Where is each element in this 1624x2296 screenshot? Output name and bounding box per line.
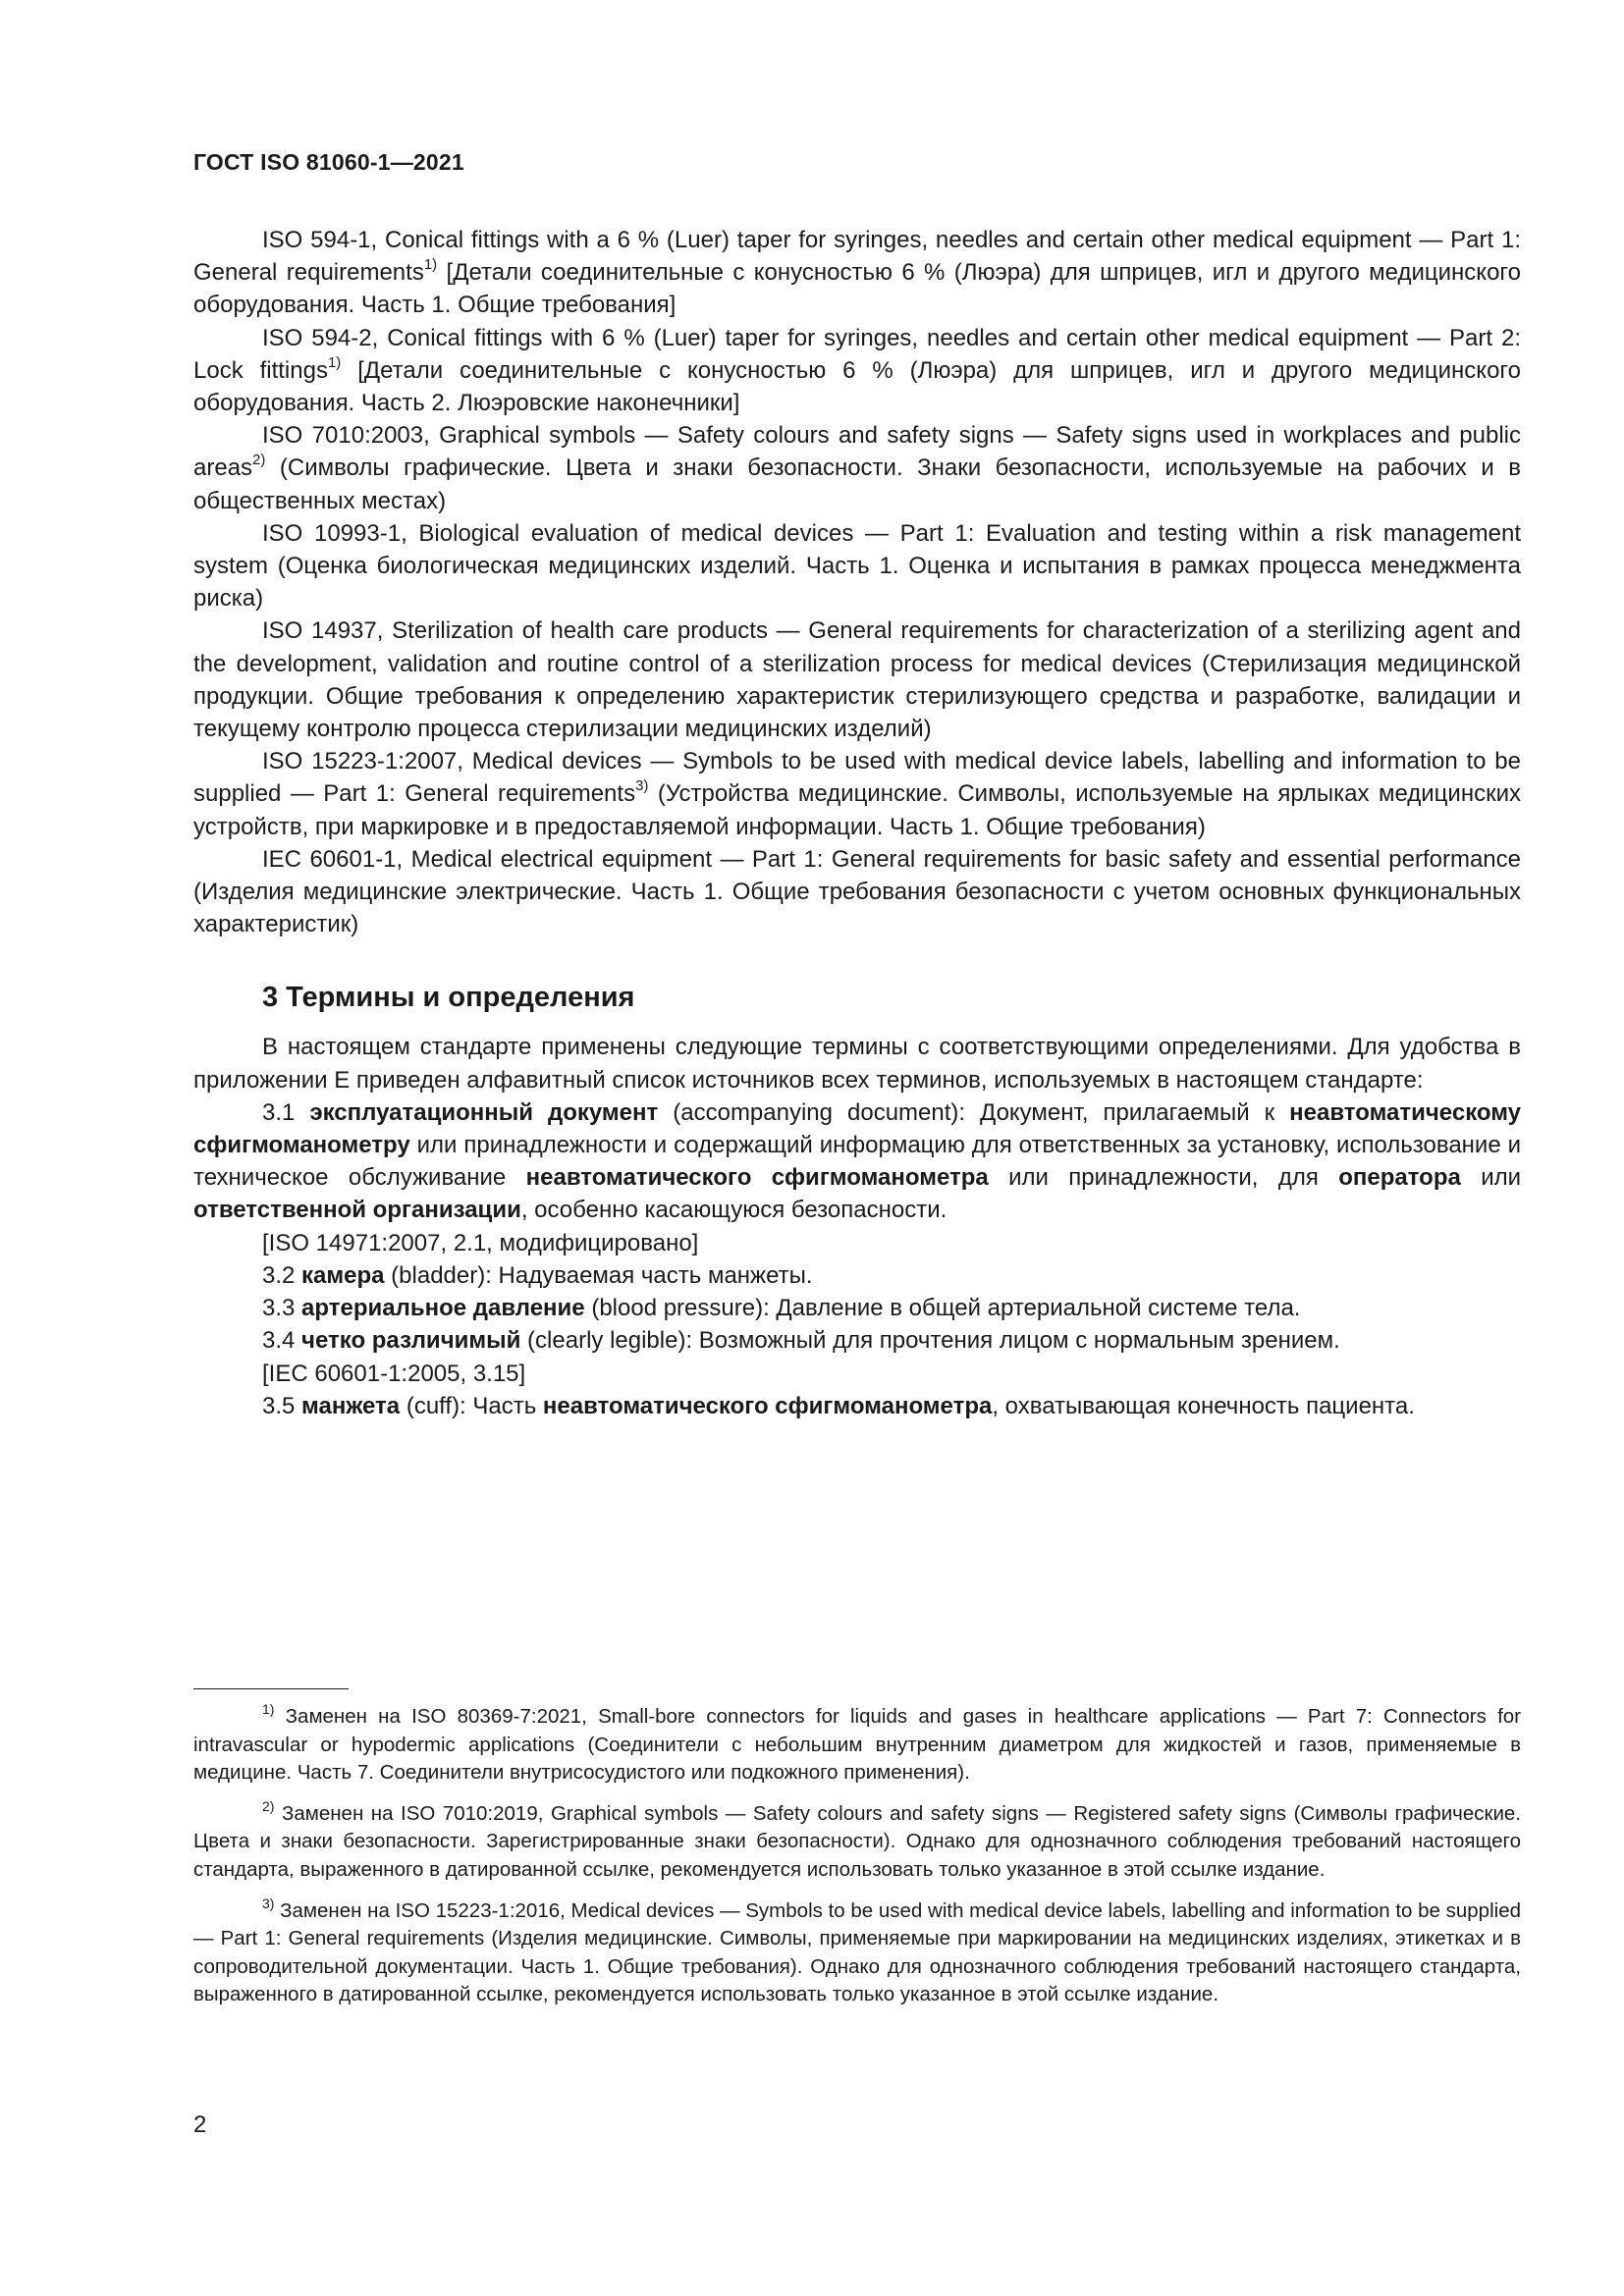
footnote-text: Заменен на ISO 7010:2019, Graphical symbols — Safety colours and safety signs — Registered safety signs (Символы графические. Цвета и знаки безопасности. Зарегистрированные знаки безопасности). Однако для однозначного соблюдения требований настоящего стандарта, выраженного в датированной ссылке, рекомендуется использовать только указанное в этой ссылке издание. [193,1801,1521,1881]
footnote-mark: 1) [262,1701,275,1718]
term-text: или [1460,1164,1522,1192]
term-number: 3.1 [262,1098,310,1126]
term-link: неавтоматическому сфигмоманометру [193,1098,1522,1159]
footnotes [193,1703,1521,2022]
footnote-mark: 3) [262,1895,275,1911]
reference-text: ISO 15223-1:2007, Medical devices — Symbols to be used with medical device labels, labelling and information to be supplied — Part 1: General requirements [193,748,1521,808]
term-entry-3-1 [193,1096,1521,1227]
footnote-mark[interactable]: 1) [423,256,438,274]
reference-translation: (Устройства медицинские. Символы, используемые на ярлыках медицинских устройств, при маркировке и в предоставляемой информации. Часть 1. Общие требования) [193,780,1521,840]
running-title: ГОСТ ISO 81060-1—2021 [193,149,464,175]
reference-entry [193,322,1521,420]
document-body [193,224,1521,1422]
page-number: 2 [193,2111,207,2138]
term-text: (accompanying document): Документ, прилагаемый к [658,1098,1290,1126]
reference-text: ISO 594-2, Conical fittings with 6 % (Luer) taper for syringes, needles and certain other medical equipment — Part 2: Lock fittings [193,324,1521,384]
reference-entry [193,517,1521,615]
footnote-separator [193,1688,349,1689]
term-text: (blood pressure): Давление в общей артериальной системе тела. [584,1295,1301,1322]
term-text: (clearly legible): Возможный для прочтения лицом с нормальным зрением. [520,1327,1340,1355]
term-name: артериальное давление [301,1295,585,1322]
term-name: четко различимый [301,1327,521,1355]
reference-entry [193,745,1521,843]
term-number: 3.4 [262,1327,302,1355]
term-name: камера [301,1261,385,1289]
reference-text: IEC 60601-1, Medical electrical equipment — Part 1: General requirements for basic safety and essential performance (Изделия медицинские электрические. Часть 1. Общие требования безопасности с учетом основных функциональных характеристик) [193,845,1521,938]
footnote-mark[interactable]: 3) [635,777,649,795]
term-entry-3-4 [193,1324,1521,1357]
footnote-text: Заменен на ISO 80369-7:2021, Small-bore connectors for liquids and gases in healthcare applications — Part 7: Connectors for intravascular or hypodermic applications (Соединители с небольшим внутренним диаметром для жидкостей и газов, применяемые в медицине. Часть 7. Соединители внутрисосудистого или подкожного применения). [193,1705,1521,1785]
term-name: эксплуатационный документ [309,1098,659,1126]
term-entry-3-3 [193,1292,1521,1324]
term-source: [ISO 14971:2007, 2.1, модифицировано] [262,1229,699,1256]
footnote [193,1897,1521,2009]
footnote-text: Заменен на ISO 15223-1:2016, Medical devices — Symbols to be used with medical device labels, labelling and information to be supplied — Part 1: General requirements (Изделия медицинские. Символы, применяемые при маркировании на медицинских изделиях, этикетках и в сопроводительной документации. Часть 1. Общие требования). Однако для однозначного соблюдения требований настоящего стандарта, выраженного в датированной ссылке, рекомендуется использовать только указанное в этой ссылке издание. [193,1898,1521,2006]
term-number: 3.3 [262,1295,302,1322]
footnote-mark: 2) [262,1797,275,1814]
term-entry-3-5 [193,1390,1521,1422]
term-text: , особенно касающуюся безопасности. [520,1197,947,1224]
term-text: (cuff): Часть [400,1392,543,1419]
term-link: неавтоматического сфигмоманометра [525,1164,989,1192]
term-link: ответственной организации [193,1197,521,1224]
reference-translation: [Детали соединительные с конусностью 6 % (Люэра) для шприцев, игл и другого медицинского оборудования. Часть 2. Люэровские наконечники] [193,356,1521,417]
reference-entry [193,843,1521,941]
term-link: неавтоматического сфигмоманометра [542,1392,993,1419]
section-heading: 3 Термины и определения [262,982,635,1014]
term-number: 3.5 [262,1392,302,1419]
reference-entry [193,614,1521,745]
reference-text: ISO 594-1, Conical fittings with a 6 % (Luer) taper for syringes, needles and certain other medical equipment — Part 1: General requirements [193,227,1521,287]
reference-entry [193,224,1521,322]
footnote [193,1703,1521,1788]
term-text: или принадлежности, для [988,1164,1339,1192]
reference-translation: (Символы графические. Цвета и знаки безопасности. Знаки безопасности, используемые на рабочих и в общественных местах) [193,454,1521,514]
term-number: 3.2 [262,1261,302,1289]
section-intro: В настоящем стандарте применены следующие термины с соответствующими определениями. Для удобства в приложении E приведен алфавитный список источников всех терминов, используемых в настоящем стандарте: [193,1034,1521,1094]
term-name: манжета [301,1392,401,1419]
term-text: (bladder): Надуваемая часть манжеты. [384,1261,813,1289]
reference-translation: [Детали соединительные с конусностью 6 % (Люэра) для шприцев, игл и другого медицинского оборудования. Часть 1. Общие требования] [193,259,1521,319]
term-source: [IEC 60601-1:2005, 3.15] [262,1360,526,1387]
term-text: , охватывающая конечность пациента. [992,1392,1415,1419]
footnote-mark[interactable]: 2) [252,452,266,469]
footnote [193,1797,1521,1885]
reference-text: ISO 14937, Sterilization of health care products — General requirements for characterization of a sterilizing agent and the development, validation and routine control of a sterilization process for medical devices (Стерилизация медицинской продукции. Общие требования к определению характеристик стерилизующего средства и разработке, валидации и текущему контролю процесса стерилизации медицинских изделий) [193,617,1521,743]
term-link: оператора [1338,1164,1461,1192]
reference-entry [193,419,1521,517]
reference-text: ISO 10993-1, Biological evaluation of medical devices — Part 1: Evaluation and testing within a risk management system (Оценка биологическая медицинских изделий. Часть 1. Оценка и испытания в рамках процесса менеджмента риска) [193,519,1521,613]
term-entry-3-2 [193,1259,1521,1292]
reference-text: ISO 7010:2003, Graphical symbols — Safety colours and safety signs — Safety signs used in workplaces and public areas [193,422,1521,482]
term-text: или принадлежности и содержащий информацию для ответственных за установку, использование и техническое обслуживание [193,1132,1521,1192]
footnote-mark[interactable]: 1) [327,353,342,371]
